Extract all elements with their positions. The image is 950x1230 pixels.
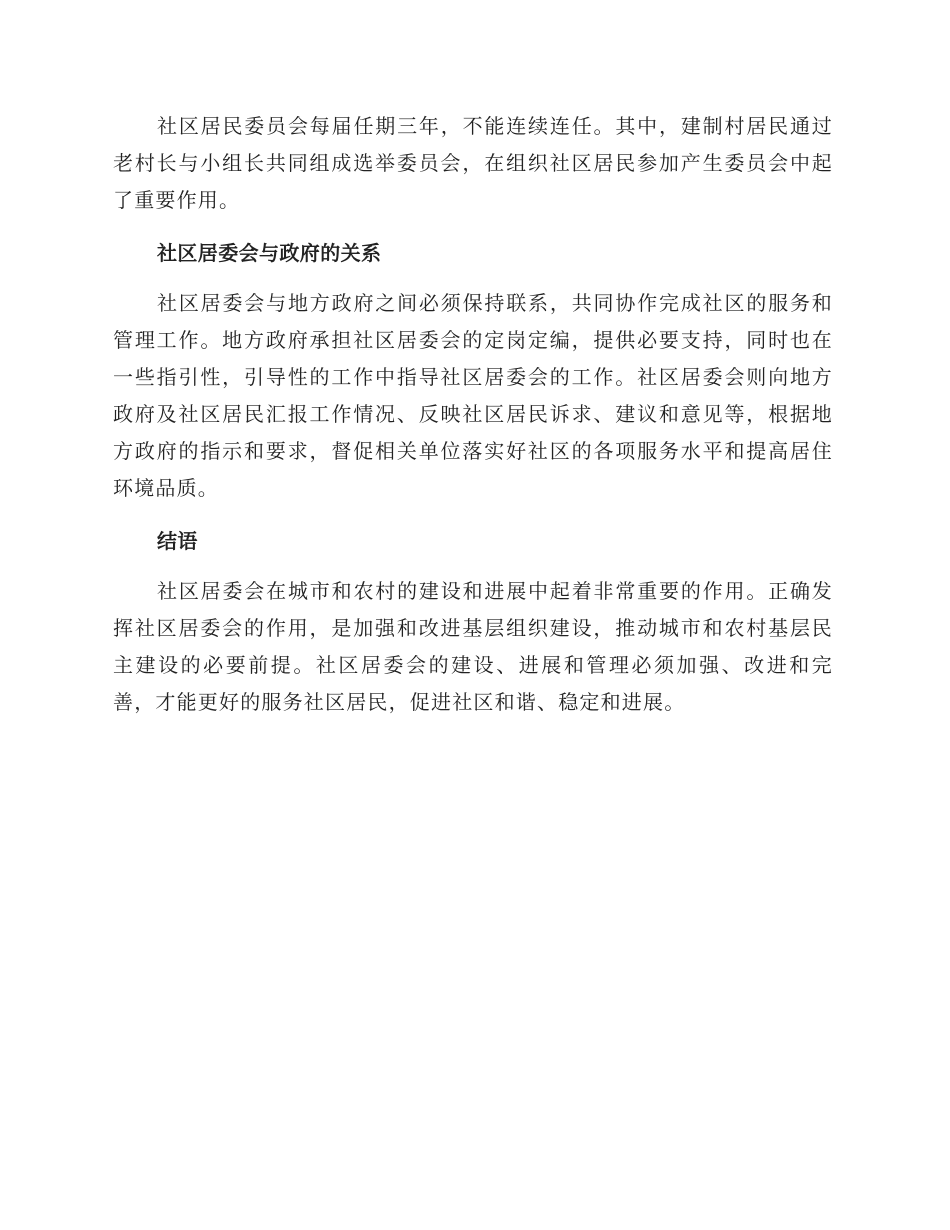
paragraph-government-relation: 社区居委会与地方政府之间必须保持联系，共同协作完成社区的服务和管理工作。地方政府承担社区居委会的定岗定编，提供必要支持，同时也在一些指引性，引导性的工作中指导社区居委会的工作。社区居委会则向地方政府及社区居民汇报工作情况、反映社区居民诉求、建议和意见等，根据地方政府的指示和要求，督促相关单位落实好社区的各项服务水平和提高居住环境品质。 (113, 291, 833, 500)
paragraph-conclusion: 社区居委会在城市和农村的建设和进展中起着非常重要的作用。正确发挥社区居委会的作用，是加强和改进基层组织建设，推动城市和农村基层民主建设的必要前提。社区居委会的建设、进展和管理必须加强、改进和完善，才能更好的服务社区居民，促进社区和谐、稳定和进展。 (113, 579, 833, 714)
heading-government-relation: 社区居委会与政府的关系 (157, 241, 382, 265)
heading-conclusion: 结语 (157, 529, 198, 553)
paragraph-term-of-office: 社区居民委员会每届任期三年，不能连续连任。其中，建制村居民通过老村长与小组长共同组成选举委员会，在组织社区居民参加产生委员会中起了重要作用。 (113, 114, 833, 212)
document-body (113, 108, 833, 721)
